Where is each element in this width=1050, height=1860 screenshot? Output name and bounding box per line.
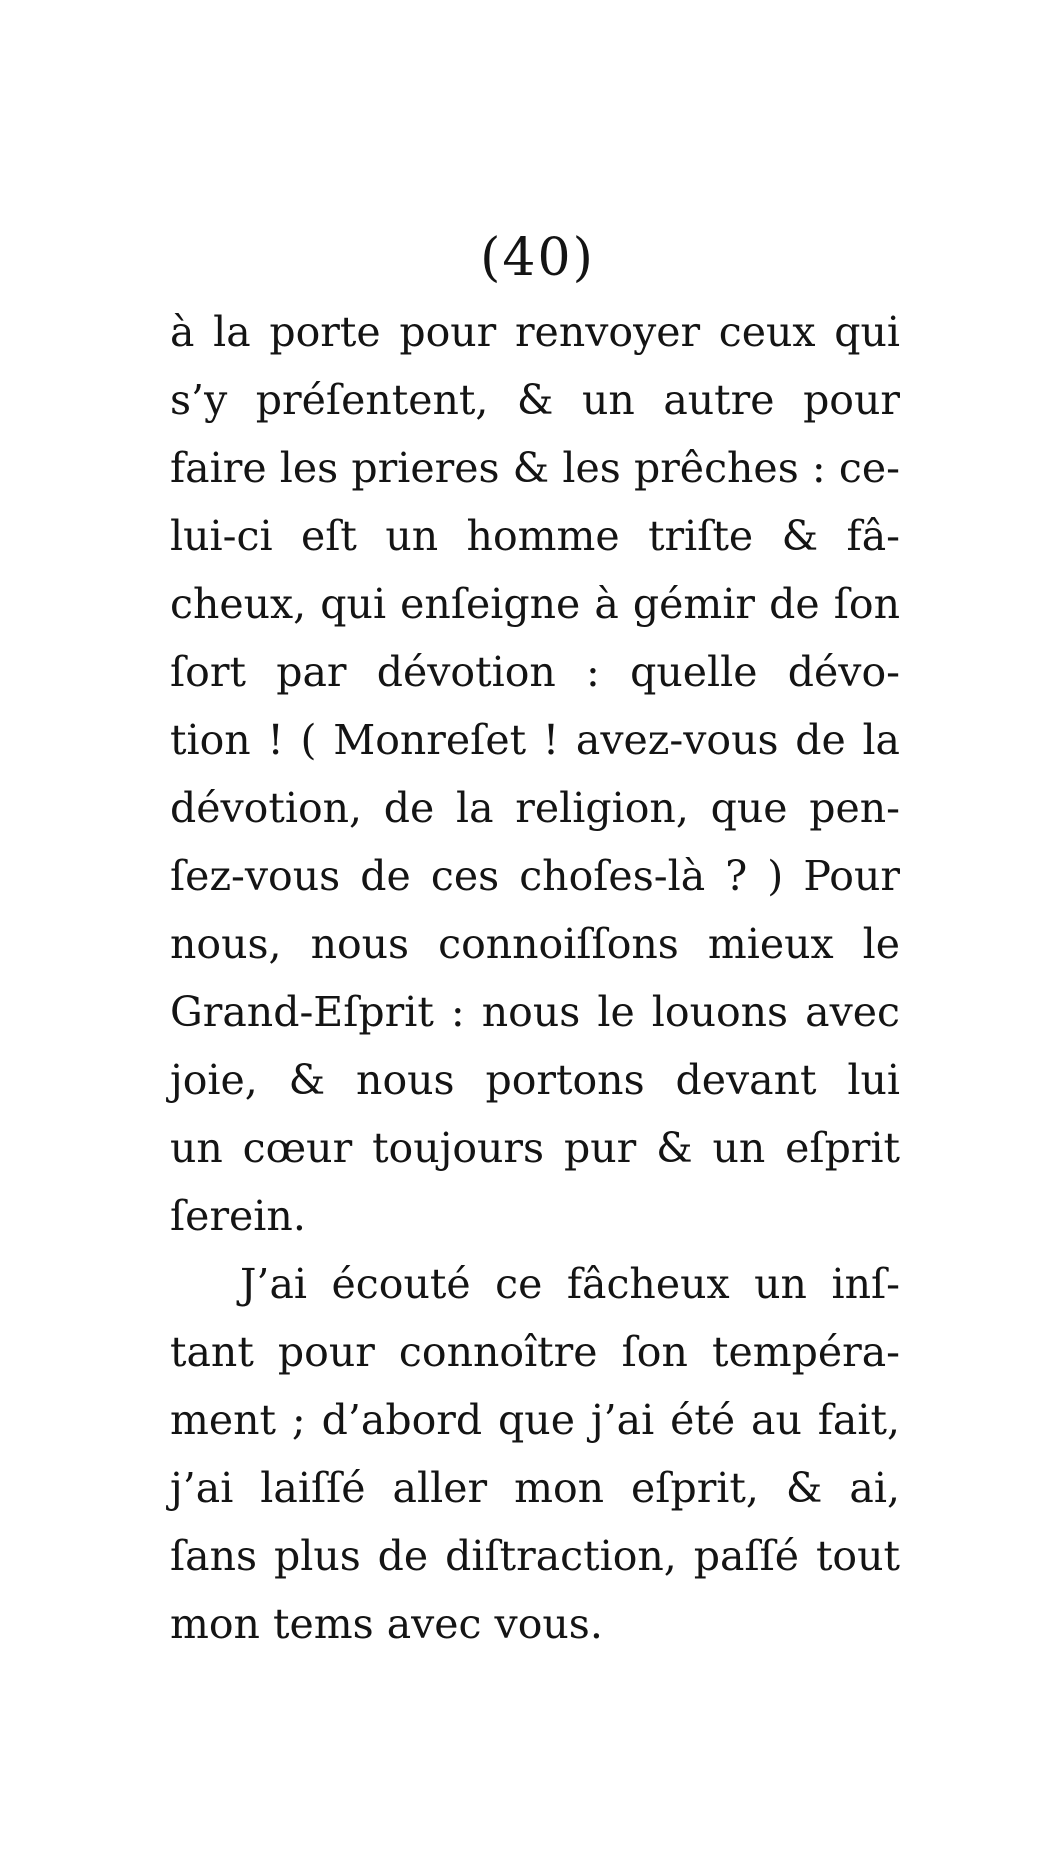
text-line: ſort par dévotion : quelle dévo-: [170, 648, 900, 696]
text-line: ment ; d’abord que j’ai été au fait,: [170, 1396, 900, 1444]
text-line: Grand-Eſprit : nous le louons avec: [170, 988, 900, 1036]
text-line: mon tems avec vous.: [170, 1600, 603, 1648]
paragraph-1: [170, 298, 900, 1250]
text-line: cheux, qui enſeigne à gémir de ſon: [170, 580, 900, 628]
text-line: j’ai laiſſé aller mon eſprit, & ai,: [170, 1464, 900, 1512]
text-line: ſans plus de diſtraction, paſſé tout: [170, 1532, 900, 1580]
text-line: ſez-vous de ces choſes-là ? ) Pour: [170, 852, 900, 900]
paragraph-2: [170, 1250, 900, 1658]
text-line: nous, nous connoiſſons mieux le: [170, 920, 900, 968]
text-line: à la porte pour renvoyer ceux qui: [170, 308, 900, 356]
text-line: un cœur toujours pur & un eſprit: [170, 1124, 900, 1172]
text-line: J’ai écouté ce fâcheux un inſ-: [240, 1260, 900, 1308]
text-line: dévotion, de la religion, que pen-: [170, 784, 900, 832]
text-line: s’y préſentent, & un autre pour: [170, 376, 900, 424]
page-number: (40): [480, 228, 595, 288]
text-line: tant pour connoître ſon tempéra-: [170, 1328, 900, 1376]
text-line: tion ! ( Monreſet ! avez-vous de la: [170, 716, 900, 764]
text-line: lui-ci eſt un homme triſte & fâ-: [170, 512, 900, 560]
body-text: [170, 298, 900, 1658]
text-line: faire les prieres & les prêches : ce-: [170, 444, 900, 492]
text-line: joie, & nous portons devant lui: [170, 1056, 900, 1104]
text-line: ſerein.: [170, 1192, 306, 1240]
